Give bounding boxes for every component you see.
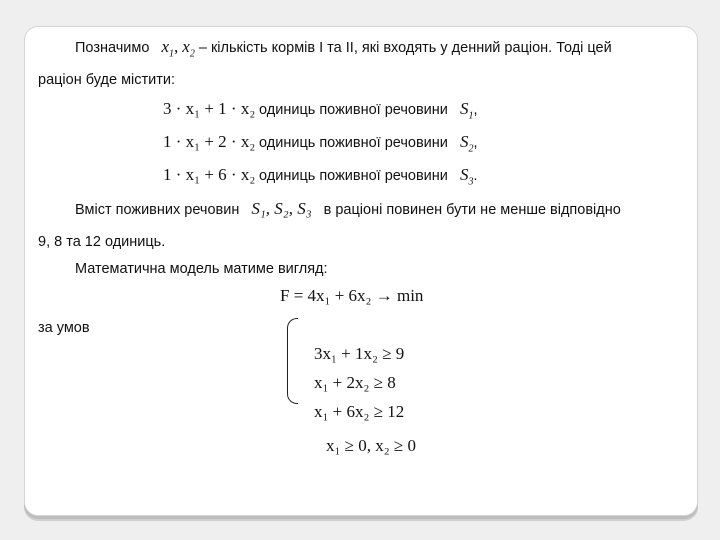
system-brace	[287, 318, 298, 404]
var-x1: $x_1$	[161, 37, 174, 60]
nutrient-row-2	[163, 133, 477, 158]
row-label: одиниць поживної речовини	[259, 168, 448, 184]
content-line-2: 9, 8 та 12 одиниць.	[38, 234, 166, 250]
content-lead: Вміст поживних речовин	[75, 202, 240, 218]
intro-line-2: раціон буде містити:	[38, 72, 176, 88]
row-substance: $S_1$	[459, 99, 474, 122]
conditions-label: за умов	[38, 320, 90, 336]
nonnegativity: x₁ ≥ 0, x₂ ≥ 0	[326, 436, 417, 455]
content-line-1	[75, 200, 621, 219]
intro-lead: Позначимо	[75, 40, 150, 56]
row-substance: $S_2$	[459, 132, 474, 155]
objective-function: F = 4x₁ + 6x₂ → min	[280, 286, 424, 305]
constraint-3: x₁ + 6x₂ ≥ 12	[314, 402, 405, 421]
var-separator: ,	[174, 37, 179, 56]
row-label: одиниць поживної речовини	[259, 135, 448, 151]
row-end: .	[473, 168, 478, 184]
constraint-2: x₁ + 2x₂ ≥ 8	[314, 373, 396, 392]
row-end: ,	[473, 135, 478, 151]
row-label: одиниць поживної речовини	[259, 102, 448, 118]
constraint-1: 3x₁ + 1x₂ ≥ 9	[314, 344, 405, 363]
row-expression: 1 · x₁ + 6 · x₂	[163, 165, 256, 184]
substance-vars: S₁, S₂, S₃	[251, 199, 312, 218]
nutrient-row-3	[163, 166, 477, 191]
row-expression: 1 · x₁ + 2 · x₂	[163, 132, 256, 151]
model-intro: Математична модель матиме вигляд:	[75, 261, 328, 277]
intro-line-1	[75, 38, 612, 63]
content-rest: в раціоні повинен бути не менше відповідно	[323, 202, 621, 218]
nutrient-row-1	[163, 100, 477, 125]
row-substance: $S_3$	[459, 165, 474, 188]
var-x2: $x_2$	[182, 37, 195, 60]
intro-rest: – кількість кормів I та II, які входять у денний раціон. Тоді цей	[198, 40, 612, 56]
row-expression: 3 · x₁ + 1 · x₂	[163, 99, 256, 118]
row-end: ,	[473, 102, 478, 118]
